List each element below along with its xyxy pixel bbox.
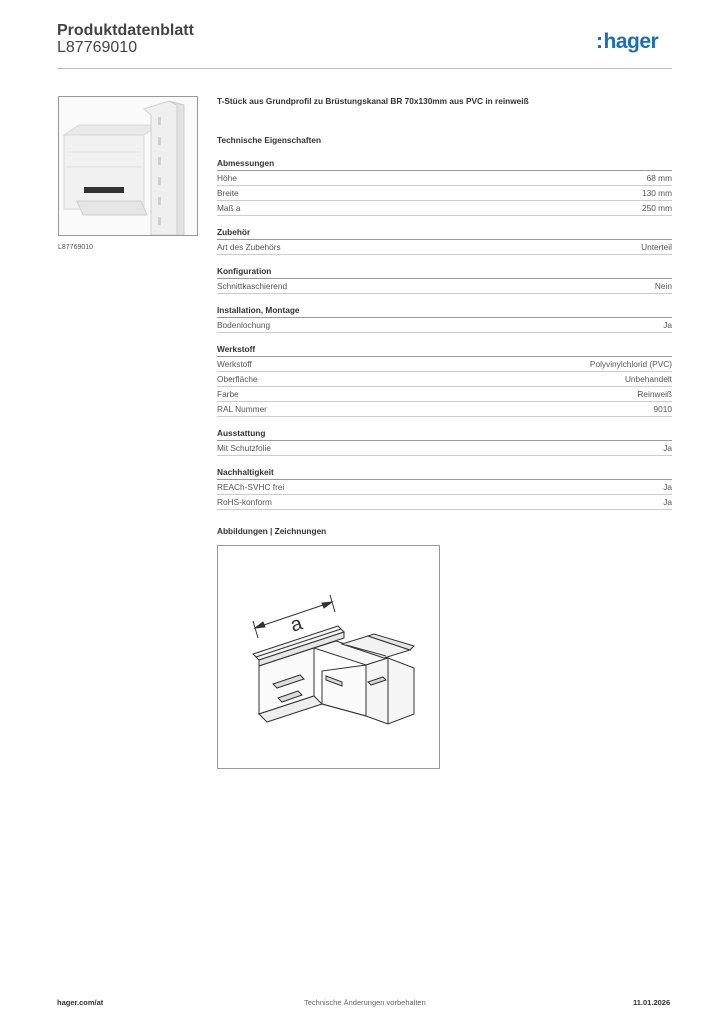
spec-row bbox=[217, 201, 672, 216]
section-title: Werkstoff bbox=[217, 344, 672, 357]
section-title: Konfiguration bbox=[217, 266, 672, 279]
spec-value: Nein bbox=[654, 281, 672, 291]
t-piece-drawing-icon bbox=[218, 546, 439, 768]
product-photo-icon bbox=[59, 97, 197, 235]
spec-label: RAL Nummer bbox=[217, 404, 267, 414]
spec-row bbox=[217, 318, 672, 333]
spec-label: Werkstoff bbox=[217, 359, 252, 369]
logo-dots-icon: : bbox=[596, 30, 603, 53]
section-configuration bbox=[217, 266, 672, 294]
spec-row bbox=[217, 495, 672, 510]
spec-row bbox=[217, 402, 672, 417]
image-caption: L87769010 bbox=[58, 244, 94, 251]
spec-row bbox=[217, 387, 672, 402]
header-divider bbox=[57, 68, 672, 69]
spec-value: Ja bbox=[663, 443, 672, 453]
spec-label: REACh-SVHC frei bbox=[217, 482, 285, 492]
spec-label: Schnittkaschierend bbox=[217, 281, 288, 291]
spec-label: RoHS-konform bbox=[217, 497, 272, 507]
spec-row bbox=[217, 357, 672, 372]
section-accessory bbox=[217, 227, 672, 255]
drawings-heading: Abbildungen | Zeichnungen bbox=[217, 526, 327, 536]
article-number: L87769010 bbox=[57, 39, 138, 56]
spec-value: Ja bbox=[663, 497, 672, 507]
spec-row bbox=[217, 480, 672, 495]
technical-properties-heading: Technische Eigenschaften bbox=[217, 135, 322, 145]
spec-value: Unterteil bbox=[641, 242, 672, 252]
footer-notice: Technische Änderungen vorbehalten bbox=[304, 998, 426, 1007]
spec-label: Bodenlochung bbox=[217, 320, 271, 330]
spec-value: Polyvinylchlorid (PVC) bbox=[589, 359, 672, 369]
spec-label: Art des Zubehörs bbox=[217, 242, 281, 252]
spec-label: Höhe bbox=[217, 173, 237, 183]
section-dimensions bbox=[217, 158, 672, 216]
spec-row bbox=[217, 441, 672, 456]
spec-value: 250 mm bbox=[642, 203, 672, 213]
spec-row bbox=[217, 186, 672, 201]
spec-value: Unbehandelt bbox=[624, 374, 672, 384]
hager-logo[interactable]: :hager bbox=[596, 30, 659, 53]
section-material bbox=[217, 344, 672, 417]
section-title: Zubehör bbox=[217, 227, 672, 240]
spec-row bbox=[217, 279, 672, 294]
spec-value: 130 mm bbox=[642, 188, 672, 198]
footer-website-link[interactable]: hager.com/at bbox=[57, 998, 104, 1007]
specifications-panel bbox=[217, 96, 672, 521]
spec-label: Maß a bbox=[217, 203, 241, 213]
spec-label: Oberfläche bbox=[217, 374, 258, 384]
section-title: Ausstattung bbox=[217, 428, 672, 441]
section-title: Abmessungen bbox=[217, 158, 672, 171]
spec-row bbox=[217, 171, 672, 186]
page-title: Produktdatenblatt bbox=[57, 22, 194, 39]
section-equipment bbox=[217, 428, 672, 456]
spec-value: Reinweiß bbox=[637, 389, 672, 399]
section-sustainability bbox=[217, 467, 672, 510]
technical-drawing bbox=[217, 545, 440, 769]
dimension-label-a: a bbox=[287, 612, 306, 637]
product-description: T-Stück aus Grundprofil zu Brüstungskanal BR 70x130mm aus PVC in reinweiß bbox=[217, 96, 529, 106]
section-installation bbox=[217, 305, 672, 333]
spec-value: Ja bbox=[663, 320, 672, 330]
spec-row bbox=[217, 240, 672, 255]
spec-label: Mit Schutzfolie bbox=[217, 443, 271, 453]
product-image bbox=[58, 96, 198, 236]
spec-row bbox=[217, 372, 672, 387]
spec-value: 9010 bbox=[653, 404, 672, 414]
spec-value: Ja bbox=[663, 482, 672, 492]
spec-label: Farbe bbox=[217, 389, 239, 399]
footer-date: 11.01.2026 bbox=[633, 998, 671, 1007]
spec-label: Breite bbox=[217, 188, 239, 198]
section-title: Installation, Montage bbox=[217, 305, 672, 318]
section-title: Nachhaltigkeit bbox=[217, 467, 672, 480]
spec-value: 68 mm bbox=[646, 173, 672, 183]
